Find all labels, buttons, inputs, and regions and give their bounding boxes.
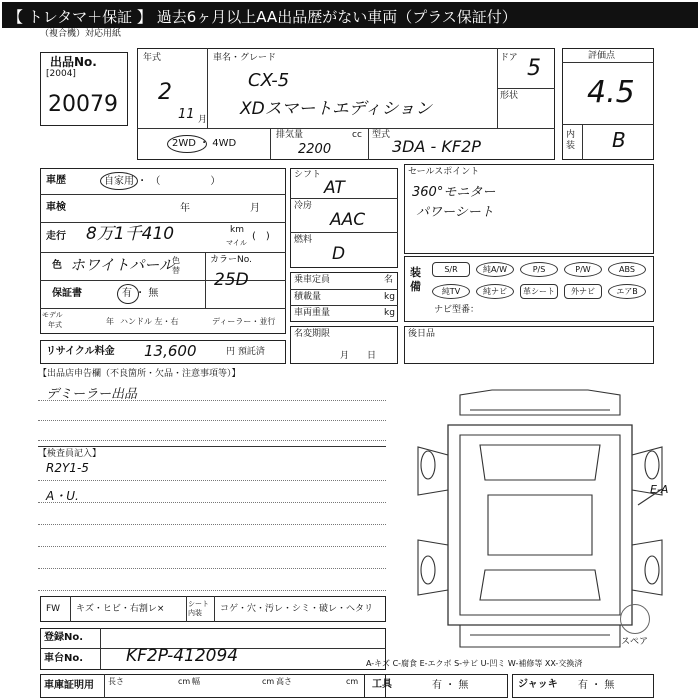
cert-width-unit: cm [262, 677, 275, 686]
notes-label: 【出品店申告欄（不良箇所・欠品・注意事項等）】 [38, 369, 241, 379]
spare-label: スペア [621, 637, 649, 647]
rating-label: 評価点 [588, 51, 616, 61]
name-change-label: 名変期限 [294, 329, 331, 339]
displacement-label: 排気量 [276, 130, 304, 140]
shift-label: シフト [294, 170, 322, 180]
lot-label: 出品No. [50, 55, 97, 69]
name-change-unit: 月 日 [340, 351, 377, 361]
mileage-label: 走行 [46, 231, 66, 242]
mileage-value: 8万1千410 [86, 224, 175, 244]
door-value: 5 [527, 56, 541, 81]
cert-length-unit: cm [178, 677, 191, 686]
grade: XDスマートエディション [240, 99, 433, 119]
header-banner-text: 【 トレタマ＋保証 】 過去6ヶ月以上AA出品歴がない車両（プラス保証付） [8, 8, 517, 26]
equipment-item: S/R [432, 262, 470, 277]
history-label: 車歴 [46, 175, 66, 186]
cert-label: 車庫証明用 [44, 680, 94, 691]
fw-label: FW [46, 604, 61, 614]
sales-point-line1: 360°モニター [412, 185, 496, 200]
warranty-circle [117, 284, 139, 304]
inspection-label: 車検 [46, 202, 66, 213]
displacement-unit: cc [352, 130, 362, 140]
chassis-value: KF2P-412094 [126, 646, 239, 666]
cert-width: 幅 [192, 677, 200, 686]
equipment-item: P/S [520, 262, 558, 277]
fw-items: キズ・ヒビ・右割レ× [76, 604, 165, 614]
fuel-value: D [332, 244, 346, 264]
tools-options: 有 ・ 無 [432, 680, 469, 691]
legend: A-キズ C-腐食 E-エクボ S-サビ U-凹ミ W-補修等 XX-交換済 [366, 659, 583, 668]
cert-height-unit: cm [346, 677, 359, 686]
year-value: 2 [158, 80, 172, 105]
sales-point-label: セールスポイント [408, 167, 480, 177]
color-label: 色 [52, 260, 62, 271]
capacity-label: 乗車定員 [294, 275, 331, 285]
equipment-item: 純TV [432, 284, 470, 299]
registration-label: 登録No. [44, 632, 84, 643]
equipment-label: 装備 [410, 266, 421, 293]
fuel-label: 燃料 [294, 235, 313, 245]
color-code-value: 25D [214, 270, 249, 290]
seat-items: コゲ・穴・汚レ・シミ・破レ・ヘタリ [220, 604, 374, 614]
mileage-paren: ( ) [252, 231, 270, 242]
weight-unit: kg [384, 308, 395, 318]
equipment-item: 純ナビ [476, 284, 514, 299]
year-label: 年式 [143, 53, 162, 63]
sales-point-line2: パワーシート [416, 205, 494, 220]
equipment-item: 外ナビ [564, 284, 602, 299]
model-year-label2: 年式 [48, 321, 62, 329]
load-label: 積載量 [294, 292, 322, 302]
color-sub: 色替 [172, 256, 180, 275]
shift-value: AT [324, 178, 345, 198]
equipment-item: ABS [608, 262, 646, 277]
ac-value: AAC [330, 210, 366, 230]
diagram-annotation: E-A [650, 483, 669, 496]
notes-text: デミーラー出品 [46, 387, 138, 402]
model-label: 車名・グレード [213, 53, 277, 63]
color-value: ホワイトパール [70, 256, 174, 274]
history-circle [100, 172, 138, 190]
later-label: 後日品 [408, 329, 436, 339]
navi-label: ナビ型番： [434, 305, 480, 315]
jack-label: ジャッキ [518, 679, 558, 690]
seat-label: シート内装 [188, 600, 209, 617]
type-label: 型式 [372, 130, 391, 140]
equipment-item: 純A/W [476, 262, 514, 277]
inspection-year: 年 [180, 203, 190, 214]
inspection-month: 月 [250, 203, 260, 214]
type-value: 3DA - KF2P [392, 137, 481, 156]
inspector-line2: A・U. [46, 489, 79, 503]
jack-options: 有 ・ 無 [578, 680, 615, 691]
displacement-value: 2200 [298, 142, 332, 157]
equipment-item: 革シート [520, 284, 558, 299]
handle-options: ハンドル 左・右 [120, 317, 179, 326]
warranty-label: 保証書 [52, 288, 82, 299]
interior-value: B [612, 128, 626, 152]
dealer-options: ディーラー・並行 [212, 317, 276, 326]
cert-length: 長さ [108, 677, 124, 686]
rating-value: 4.5 [587, 75, 635, 110]
year-month: 11 [178, 107, 195, 122]
header-subnote: （複合機）対応用紙 [40, 29, 122, 39]
capacity-unit: 名 [384, 275, 394, 285]
equipment-item: P/W [564, 262, 602, 277]
lot-number: 20079 [48, 92, 118, 117]
ac-label: 冷房 [294, 201, 313, 211]
shape-label: 形状 [500, 91, 519, 101]
weight-label: 車両重量 [294, 308, 331, 318]
door-label: ドア [500, 53, 518, 63]
inspector-line1: R2Y1-5 [46, 461, 89, 475]
recycle-unit: 円 預託済 [226, 347, 265, 357]
mileage-mile: マイル [226, 239, 247, 247]
color-code-label: カラーNo. [210, 255, 252, 265]
lot-year-tag: [2004] [46, 69, 76, 79]
info-block [40, 168, 286, 334]
history-options: 自家用 ・ （ ） [104, 176, 221, 187]
chassis-label: 車台No. [44, 653, 84, 664]
equipment-item: エアB [608, 284, 646, 299]
interior-label: 内装 [566, 130, 576, 151]
mileage-km: km [230, 225, 244, 235]
inspector-label: 【検査員記入】 [38, 449, 102, 459]
model-year-label1: モデル [42, 311, 63, 319]
spare-tire-icon [620, 604, 650, 634]
later-box [404, 326, 654, 364]
recycle-label: リサイクル料金 [46, 346, 115, 357]
model-name: CX-5 [248, 70, 290, 91]
drive-options: 2WD ・ 4WD [172, 138, 237, 149]
year-month-unit: 月 [198, 115, 208, 125]
recycle-value: 13,600 [144, 342, 197, 360]
tools-label: 工具 [372, 679, 392, 690]
cert-height: 高さ [276, 677, 292, 686]
warranty-options: 有 ・ 無 [122, 288, 159, 299]
load-unit: kg [384, 292, 395, 302]
model-year-unit: 年 [106, 317, 114, 326]
